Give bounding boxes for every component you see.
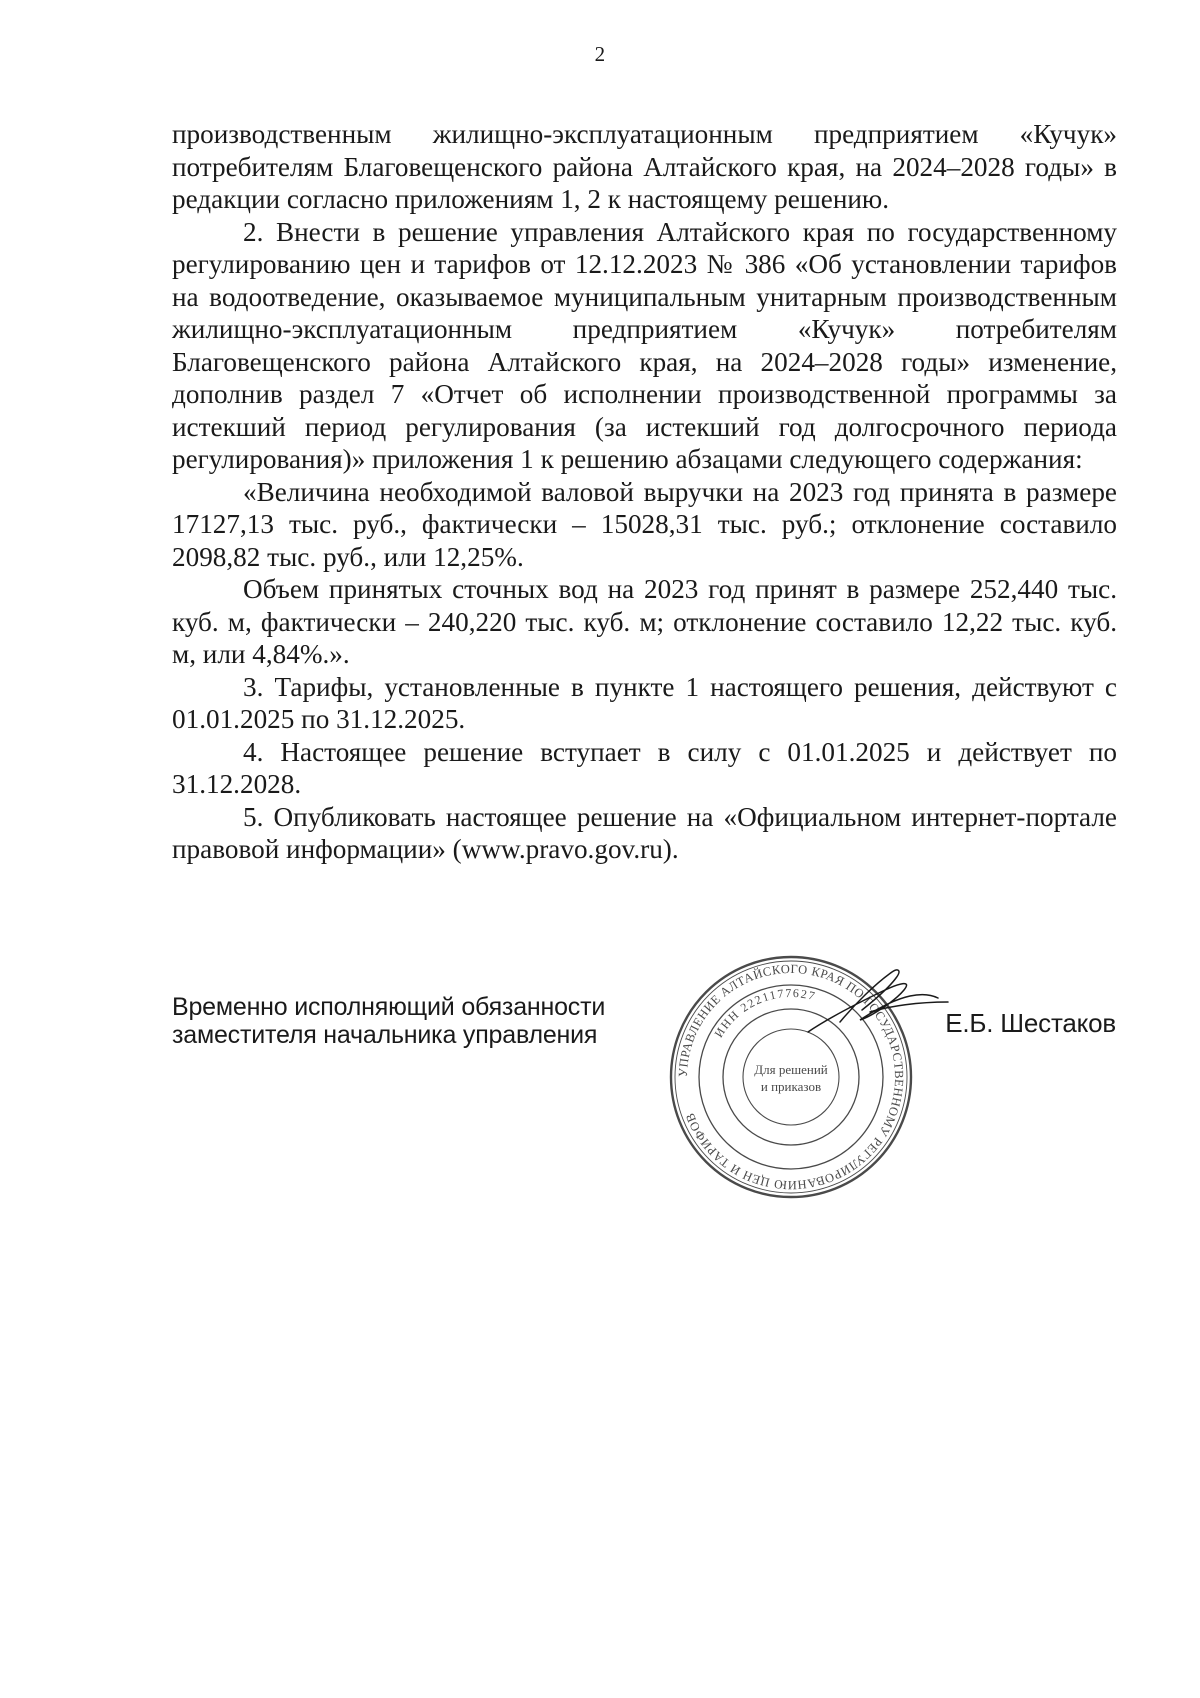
- paragraph-item-5: 5. Опубликовать настоящее решение на «Официальном интернет-портале правовой информации» (www.pravo.gov.ru).: [172, 801, 1117, 864]
- paragraph-item-2: 2. Внести в решение управления Алтайского края по государственному регулированию цен и тарифов от 12.12.2023 № 386 «Об установлении тарифов на водоотведение, оказываемое муниципальным унитарным производственным жилищно-эксплуатационным предприятием «Кучук» потребителям Благовещенского района Алтайского края, на 2024–2028 годы» изменение, дополнив раздел 7 «Отчет об исполнении производственной программы за истекший период регулирования (за истекший год долгосрочного периода регулирования)» приложения 1 к решению абзацами следующего содержания:: [172, 216, 1117, 474]
- paragraph-quote-wastewater: Объем принятых сточных вод на 2023 год принят в размере 252,440 тыс. куб. м, фактически – 240,220 тыс. куб. м; отклонение составило 12,22 тыс. куб. м, или 4,84%.».: [172, 574, 1117, 669]
- paragraph-continuation: производственным жилищно-эксплуатационным предприятием «Кучук» потребителям Благовещенского района Алтайского края, на 2024–2028 годы» в редакции согласно приложениям 1, 2 к настоящему решению.: [172, 119, 1117, 214]
- signature-block: [172, 993, 642, 1049]
- signatory-name: Е.Б. Шестаков: [945, 1008, 1116, 1038]
- handwritten-signature: [800, 962, 950, 1052]
- seal-inn-text: ИНН 2221177627: [711, 985, 818, 1040]
- page-number: 2: [594, 42, 606, 66]
- body-text: [172, 118, 1117, 866]
- paragraph-quote-revenue: «Величина необходимой валовой выручки на 2023 год принята в размере 17127,13 тыс. руб., фактически – 15028,31 тыс. руб.; отклонение составило 2098,82 тыс. руб., или 12,25%.: [172, 476, 1117, 572]
- seal-ring-text: УПРАВЛЕНИЕ АЛТАЙСКОГО КРАЯ ПО ГОСУДАРСТВЕННОМУ РЕГУЛИРОВАНИЮ ЦЕН И ТАРИФОВ: [675, 961, 907, 1193]
- seal-center-line-1: Для решений: [754, 1062, 828, 1077]
- signatory-position-line-1: Временно исполняющий обязанности: [172, 993, 606, 1021]
- paragraph-item-4: 4. Настоящее решение вступает в силу с 01.01.2025 и действует по 31.12.2028.: [172, 736, 1117, 799]
- signatory-position-line-2: заместителя начальника управления: [172, 1021, 598, 1049]
- seal-center-line-2: и приказов: [760, 1079, 822, 1094]
- paragraph-item-3: 3. Тарифы, установленные в пункте 1 настоящего решения, действуют с 01.01.2025 по 31.12.2025.: [172, 671, 1117, 734]
